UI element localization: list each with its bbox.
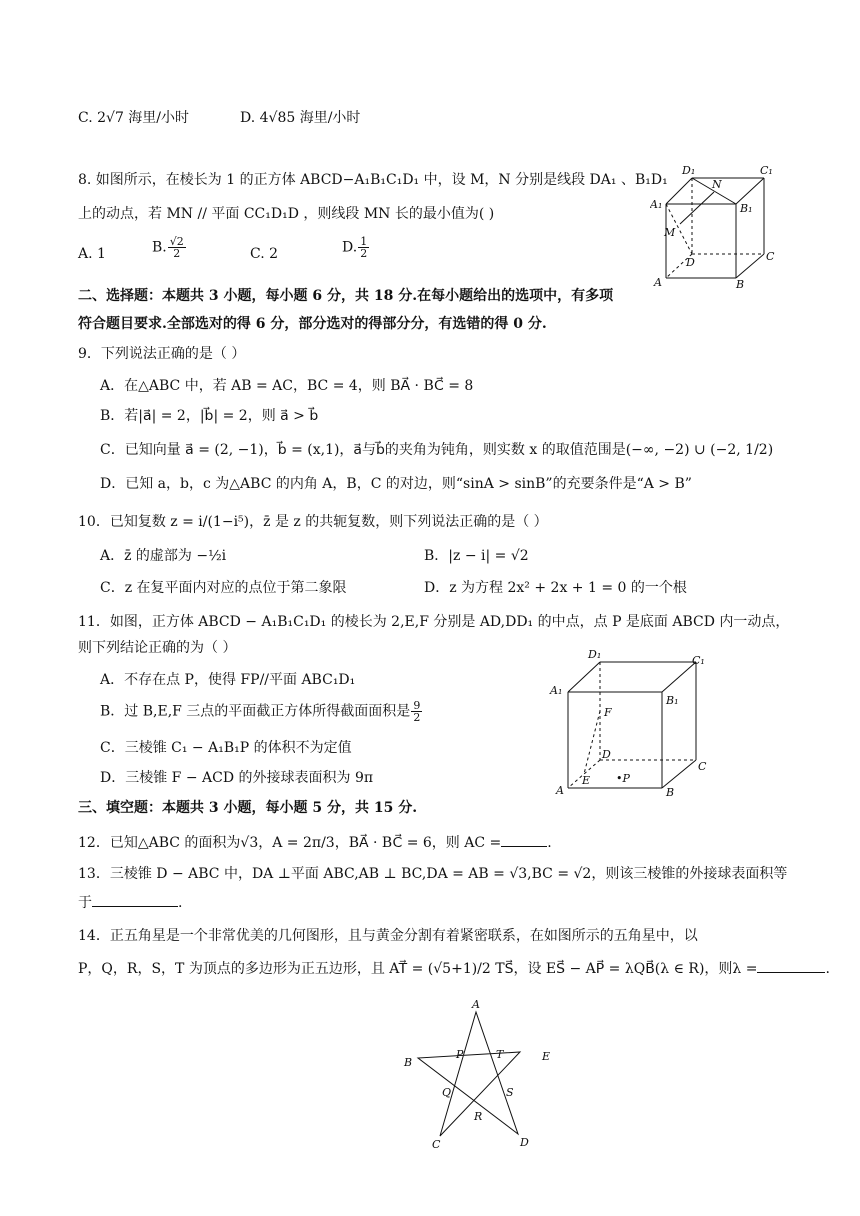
label-C: C <box>432 1138 441 1151</box>
q9-option-c: C．已知向量 a⃗ = (2, −1)，b⃗ = (x,1)，a⃗与b⃗的夹角为钝角，则实数 x 的取值范围是(−∞, −2) ∪ (−2, 1/2) <box>100 442 774 458</box>
label-N: N <box>712 178 722 191</box>
q11-stem-line2: 则下列结论正确的为（ ） <box>78 640 237 656</box>
label-T: T <box>496 1048 504 1061</box>
q13-stem-line1: 13．三棱锥 D − ABC 中，DA ⊥平面 ABC,AB ⊥ BC,DA = AB = √3,BC = √2，则该三棱锥的外接球表面积等 <box>78 866 788 882</box>
q11-option-c: C．三棱锥 C₁ − A₁B₁P 的体积不为定值 <box>100 740 352 756</box>
label-D: D <box>686 256 695 269</box>
label-B1: B₁ <box>666 694 679 707</box>
section-2-heading-line2: 符合题目要求.全部选对的得 6 分，部分选对的得部分分，有选错的得 0 分. <box>78 316 547 332</box>
label-A: A <box>654 276 662 289</box>
q9-option-a: A．在△ABC 中，若 AB = AC，BC = 4，则 BA⃗ · BC⃗ = 8 <box>100 378 474 394</box>
q14-answer-blank[interactable] <box>757 958 825 973</box>
q8-option-a: A. 1 <box>78 246 106 262</box>
q10-option-d: D．z 为方程 2x² + 2x + 1 = 0 的一个根 <box>424 580 687 596</box>
label-F: F <box>604 706 612 719</box>
q10-option-a: A．z̄ 的虚部为 −½i <box>100 548 227 564</box>
label-D: D <box>602 748 611 761</box>
q8-option-d: D. $\frac{1}{2}$ <box>342 235 368 260</box>
label-P: •P <box>616 772 630 785</box>
label-C: C <box>698 760 707 773</box>
q10-option-c: C．z 在复平面内对应的点位于第二象限 <box>100 580 347 596</box>
section-3-heading: 三、填空题：本题共 3 小题，每小题 5 分，共 15 分. <box>78 800 418 816</box>
q7-option-d: D. 4√85 海里/小时 <box>240 110 361 126</box>
label-R: R <box>474 1110 483 1123</box>
q10-option-b: B．|z − i| = √2 <box>424 548 529 564</box>
q12-stem: 12．已知△ABC 的面积为√3，A = 2π/3，BA⃗ · BC⃗ = 6，则 AC = . <box>78 832 552 853</box>
label-M: M <box>664 226 676 239</box>
q8-option-c: C. 2 <box>250 246 279 262</box>
q14-stem-line1: 14．正五角星是一个非常优美的几何图形，且与黄金分割有着紧密联系，在如图所示的五角星中，以 <box>78 928 698 944</box>
label-A1: A₁ <box>550 684 563 697</box>
q13-stem-line2: 于 . <box>78 892 182 913</box>
q11-option-a: A．不存在点 P，使得 FP//平面 ABC₁D₁ <box>100 672 356 688</box>
label-D1: D₁ <box>682 164 696 177</box>
label-C: C <box>766 250 775 263</box>
label-B: B <box>404 1056 413 1069</box>
q8-stem-line2: 上的动点，若 MN // 平面 CC₁D₁D ，则线段 MN 长的最小值为( ) <box>78 206 495 222</box>
q8-cube-figure <box>650 162 780 292</box>
label-Q: Q <box>442 1086 452 1099</box>
label-B: B <box>666 786 675 799</box>
q14-pentagram-figure <box>398 996 558 1152</box>
q14-stem-line2: P，Q，R，S，T 为顶点的多边形为正五边形，且 AT⃗ = (√5+1)/2 TS⃗，设 ES⃗ − AP⃗ = λQB⃗(λ ∈ R)，则λ = . <box>78 958 830 979</box>
q9-stem: 9．下列说法正确的是（ ） <box>78 346 246 362</box>
q8-option-b: B. $\frac{√2}{2}$ <box>152 235 184 260</box>
q7-option-c: C. 2√7 海里/小时 <box>78 110 190 126</box>
label-E: E <box>582 774 591 787</box>
label-A: A <box>472 998 480 1011</box>
label-A1: A₁ <box>650 198 663 211</box>
q13-answer-blank[interactable] <box>92 892 178 907</box>
q12-answer-blank[interactable] <box>501 832 547 847</box>
q11-option-d: D．三棱锥 F − ACD 的外接球表面积为 9π <box>100 770 374 786</box>
label-P: P <box>456 1048 464 1061</box>
q8-stem-line1: 8. 如图所示，在棱长为 1 的正方体 ABCD−A₁B₁C₁D₁ 中，设 M，N 分别是线段 DA₁ 、B₁D₁ <box>78 172 668 188</box>
q11-cube-figure <box>548 644 716 800</box>
label-D1: D₁ <box>588 648 602 661</box>
label-E: E <box>542 1050 551 1063</box>
q11-option-b: B．过 B,E,F 三点的平面截正方体所得截面面积是 $\frac{9}{2}$ <box>100 699 421 724</box>
q10-stem: 10．已知复数 z = i/(1−i⁵)，z̄ 是 z 的共轭复数，则下列说法正确的是（ ） <box>78 514 548 530</box>
label-B: B <box>736 278 745 291</box>
q11-stem-line1: 11．如图，正方体 ABCD − A₁B₁C₁D₁ 的棱长为 2,E,F 分别是 AD,DD₁ 的中点，点 P 是底面 ABCD 内一动点， <box>78 614 790 630</box>
section-2-heading-line1: 二、选择题：本题共 3 小题，每小题 6 分，共 18 分.在每小题给出的选项中，有多项 <box>78 288 614 304</box>
q9-option-d: D．已知 a，b，c 为△ABC 的内角 A，B，C 的对边，则“sinA > sinB”的充要条件是“A > B” <box>100 476 692 492</box>
label-B1: B₁ <box>740 202 753 215</box>
label-C1: C₁ <box>760 164 773 177</box>
label-C1: C₁ <box>692 654 705 667</box>
label-S: S <box>506 1086 514 1099</box>
label-A: A <box>556 784 564 797</box>
q9-option-b: B．若|a⃗| = 2，|b⃗| = 2，则 a⃗ > b⃗ <box>100 408 319 424</box>
label-D: D <box>520 1136 529 1149</box>
